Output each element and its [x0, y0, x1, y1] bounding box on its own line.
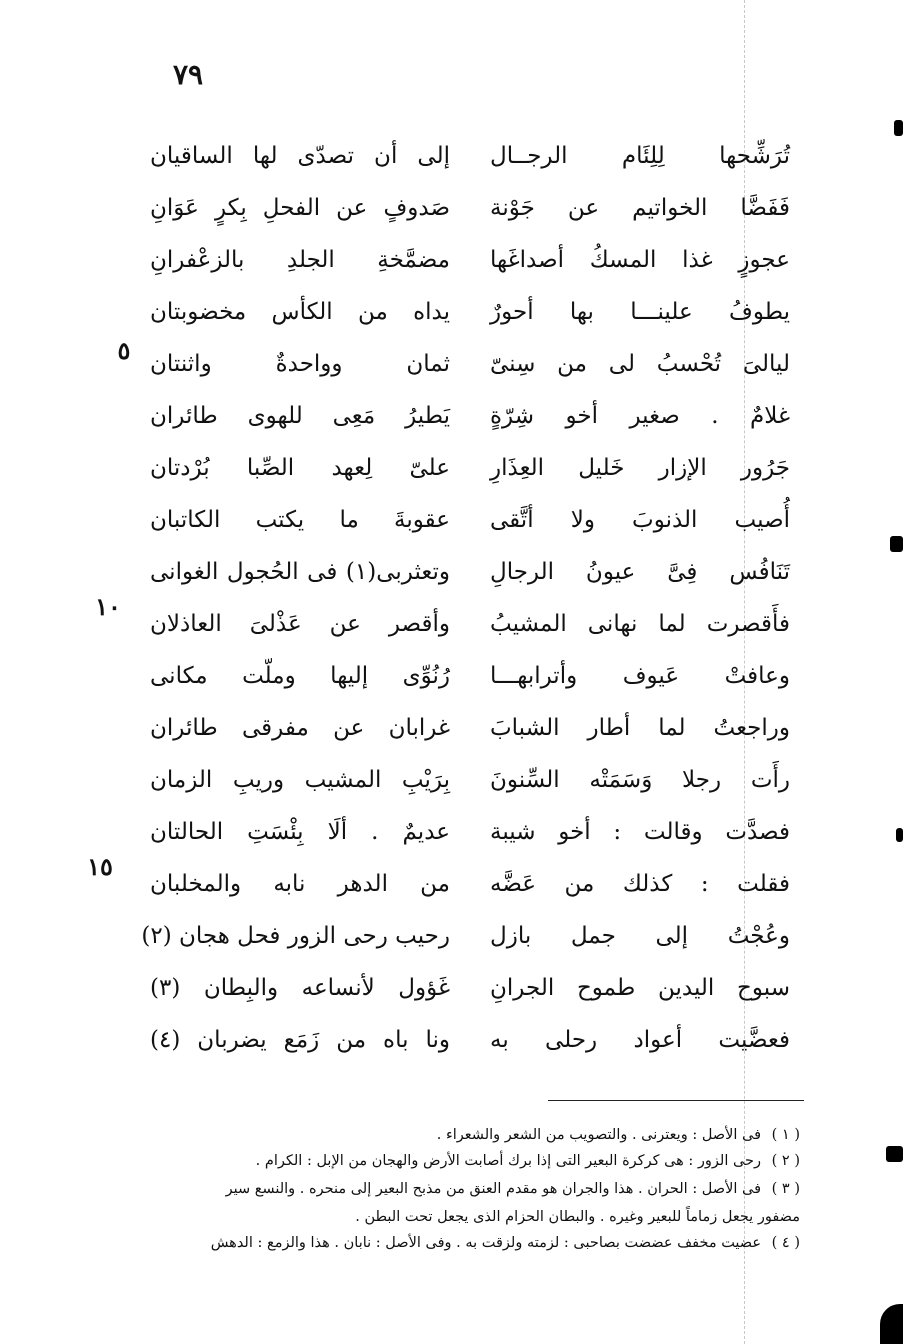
footnote-text: فى الأصل : الحران . هذا والجران هو مقدم العنق من مذبح البعير إلى منحره . والنسع سير	[225, 1181, 762, 1197]
footnote-marker: ( ١ )	[771, 1127, 800, 1143]
footnote-text: رحى الزور : هى كركرة البعير التى إذا برك أصابت الأرض والهجان من الإبل : الكرام .	[255, 1153, 762, 1169]
verse-ajz: غَؤول لأنساعه والبِطان (٣)	[150, 975, 450, 1001]
verse-ajz: صَدوفٍ عن الفحلِ بِكرٍ عَوَانِ	[150, 195, 450, 221]
verse	[150, 806, 790, 858]
verse-sadr: ليالىَ تُحْسبُ لى من سِنىّ	[490, 351, 790, 377]
verse	[150, 858, 790, 910]
verse-ajz: بِرَيْبِ المشيب وريبِ الزمان	[150, 767, 450, 793]
verse-sadr: فقلت : كذلك من عَضَّه	[490, 871, 790, 897]
verse-sadr: فصدَّت وقالت : أخو شيبة	[490, 819, 790, 845]
scan-edge-mark	[896, 828, 903, 842]
verse-ajz: عديمٌ . ألَا بِئْسَتِ الحالتان	[150, 819, 450, 845]
scan-edge-mark	[880, 1304, 903, 1344]
verse-sadr: عجوزٍ غذا المسكُ أصداغَها	[490, 247, 790, 273]
verse-sadr: تَنَافُس فِىَّ عيونُ الرجالِ	[490, 559, 790, 585]
footnote-marker: ( ٣ )	[771, 1181, 800, 1197]
verse-ajz: إلى أن تصدّى لها الساقيان	[150, 143, 450, 169]
scan-edge-mark	[890, 536, 903, 552]
verse	[150, 442, 790, 494]
footnote-marker: ( ٤ )	[771, 1235, 800, 1251]
verse-ajz: غرابان عن مفرقى طائران	[150, 715, 450, 741]
verse-ajz: يَطيرُ مَعِى للهوى طائران	[150, 403, 450, 429]
verse-sadr: يطوفُ علينـــا بها أحورٌ	[490, 299, 790, 325]
verse-sadr: رأَت رجلا وَسَمَتْه السِّنونَ	[490, 767, 790, 793]
footnote-text: عضيت مخفف عضضت بصاحبى : لزمته ولزقت به . وفى الأصل : نابان . هذا والزمع : الدهش	[210, 1235, 762, 1251]
verse-ajz: مضمَّخةِ الجلدِ بالزعْفرانِ	[150, 247, 450, 273]
scan-edge-mark	[886, 1146, 903, 1162]
line-number-10: ١٠	[95, 592, 121, 621]
verse-ajz: رحيب رحى الزور فحل هجان (٢)	[141, 923, 450, 949]
line-number-15: ١٥	[87, 852, 113, 881]
verse	[150, 286, 790, 338]
verse-sadr: فعضَّيت أعواد رحلى به	[490, 1027, 790, 1053]
verse-sadr: سبوح اليدين طموح الجرانِ	[490, 975, 790, 1001]
verse-ajz: من الدهر نابه والمخلبان	[150, 871, 450, 897]
line-number-5: ٥	[117, 336, 131, 365]
verse-ajz: ونا باه من زَمَع يضربان (٤)	[150, 1027, 450, 1053]
verse-sadr: وعُجْتُ إلى جمل بازل	[490, 923, 790, 949]
verse-ajz: علىّ لِعهد الصِّبا بُرْدتان	[150, 455, 450, 481]
verse	[150, 338, 790, 390]
verse	[150, 1014, 790, 1066]
footnote-text: مضفور يجعل زماماً للبعير وغيره . والبطان الحزام الذى يجعل تحت البطن .	[355, 1209, 800, 1225]
footnote-marker: ( ٢ )	[771, 1153, 800, 1169]
verse	[150, 962, 790, 1014]
footnote-text: فى الأصل : ويعترنى . والتصويب من الشعر والشعراء .	[436, 1127, 762, 1143]
verse	[150, 494, 790, 546]
page-number: ٧٩	[172, 58, 204, 91]
verse-sadr: فَفَضَّا الخواتيم عن جَوْنة	[490, 195, 790, 221]
scan-edge-mark	[894, 120, 903, 136]
verse	[150, 650, 790, 702]
footnote	[118, 1150, 800, 1172]
verse	[150, 390, 790, 442]
verse	[150, 546, 790, 598]
verse	[150, 598, 790, 650]
verse-ajz: عقوبةَ ما يكتب الكاتبان	[150, 507, 450, 533]
footnote	[118, 1124, 800, 1146]
verse-ajz: ثمان وواحدةٌ واثنتان	[150, 351, 450, 377]
footnote	[118, 1178, 800, 1200]
verse	[150, 130, 790, 182]
verse	[150, 702, 790, 754]
verse-sadr: تُرَشِّحها لِلِئَام الرجــال	[490, 143, 790, 169]
verse-sadr: وعافتْ عَيوف وأترابهـــا	[490, 663, 790, 689]
verse	[141, 910, 790, 962]
verse-sadr: وراجعتُ لما أطار الشبابَ	[490, 715, 790, 741]
verse	[150, 234, 790, 286]
verse-sadr: جَرُور الإزار خَليل العِذَارِ	[490, 455, 790, 481]
verse-ajz: يداه من الكأس مخضوبتان	[150, 299, 450, 325]
verse	[150, 182, 790, 234]
verse-ajz: وتعثربى(١) فى الحُجول الغوانى	[150, 559, 450, 585]
footnote-separator	[548, 1100, 804, 1101]
verse-sadr: فأَقصرت لما نهانى المشيبُ	[490, 611, 790, 637]
verse	[150, 754, 790, 806]
verse-ajz: رُنُوِّى إليها وملّت مكانى	[150, 663, 450, 689]
verse-sadr: أُصيب الذنوبَ ولا أتَّقى	[490, 507, 790, 533]
verse-ajz: وأقصر عن عَذْلىَ العاذلان	[150, 611, 450, 637]
footnote	[118, 1232, 800, 1254]
footnote-continuation	[118, 1206, 800, 1228]
verse-sadr: غلامٌ . صغير أخو شِرّةٍ	[490, 403, 790, 429]
